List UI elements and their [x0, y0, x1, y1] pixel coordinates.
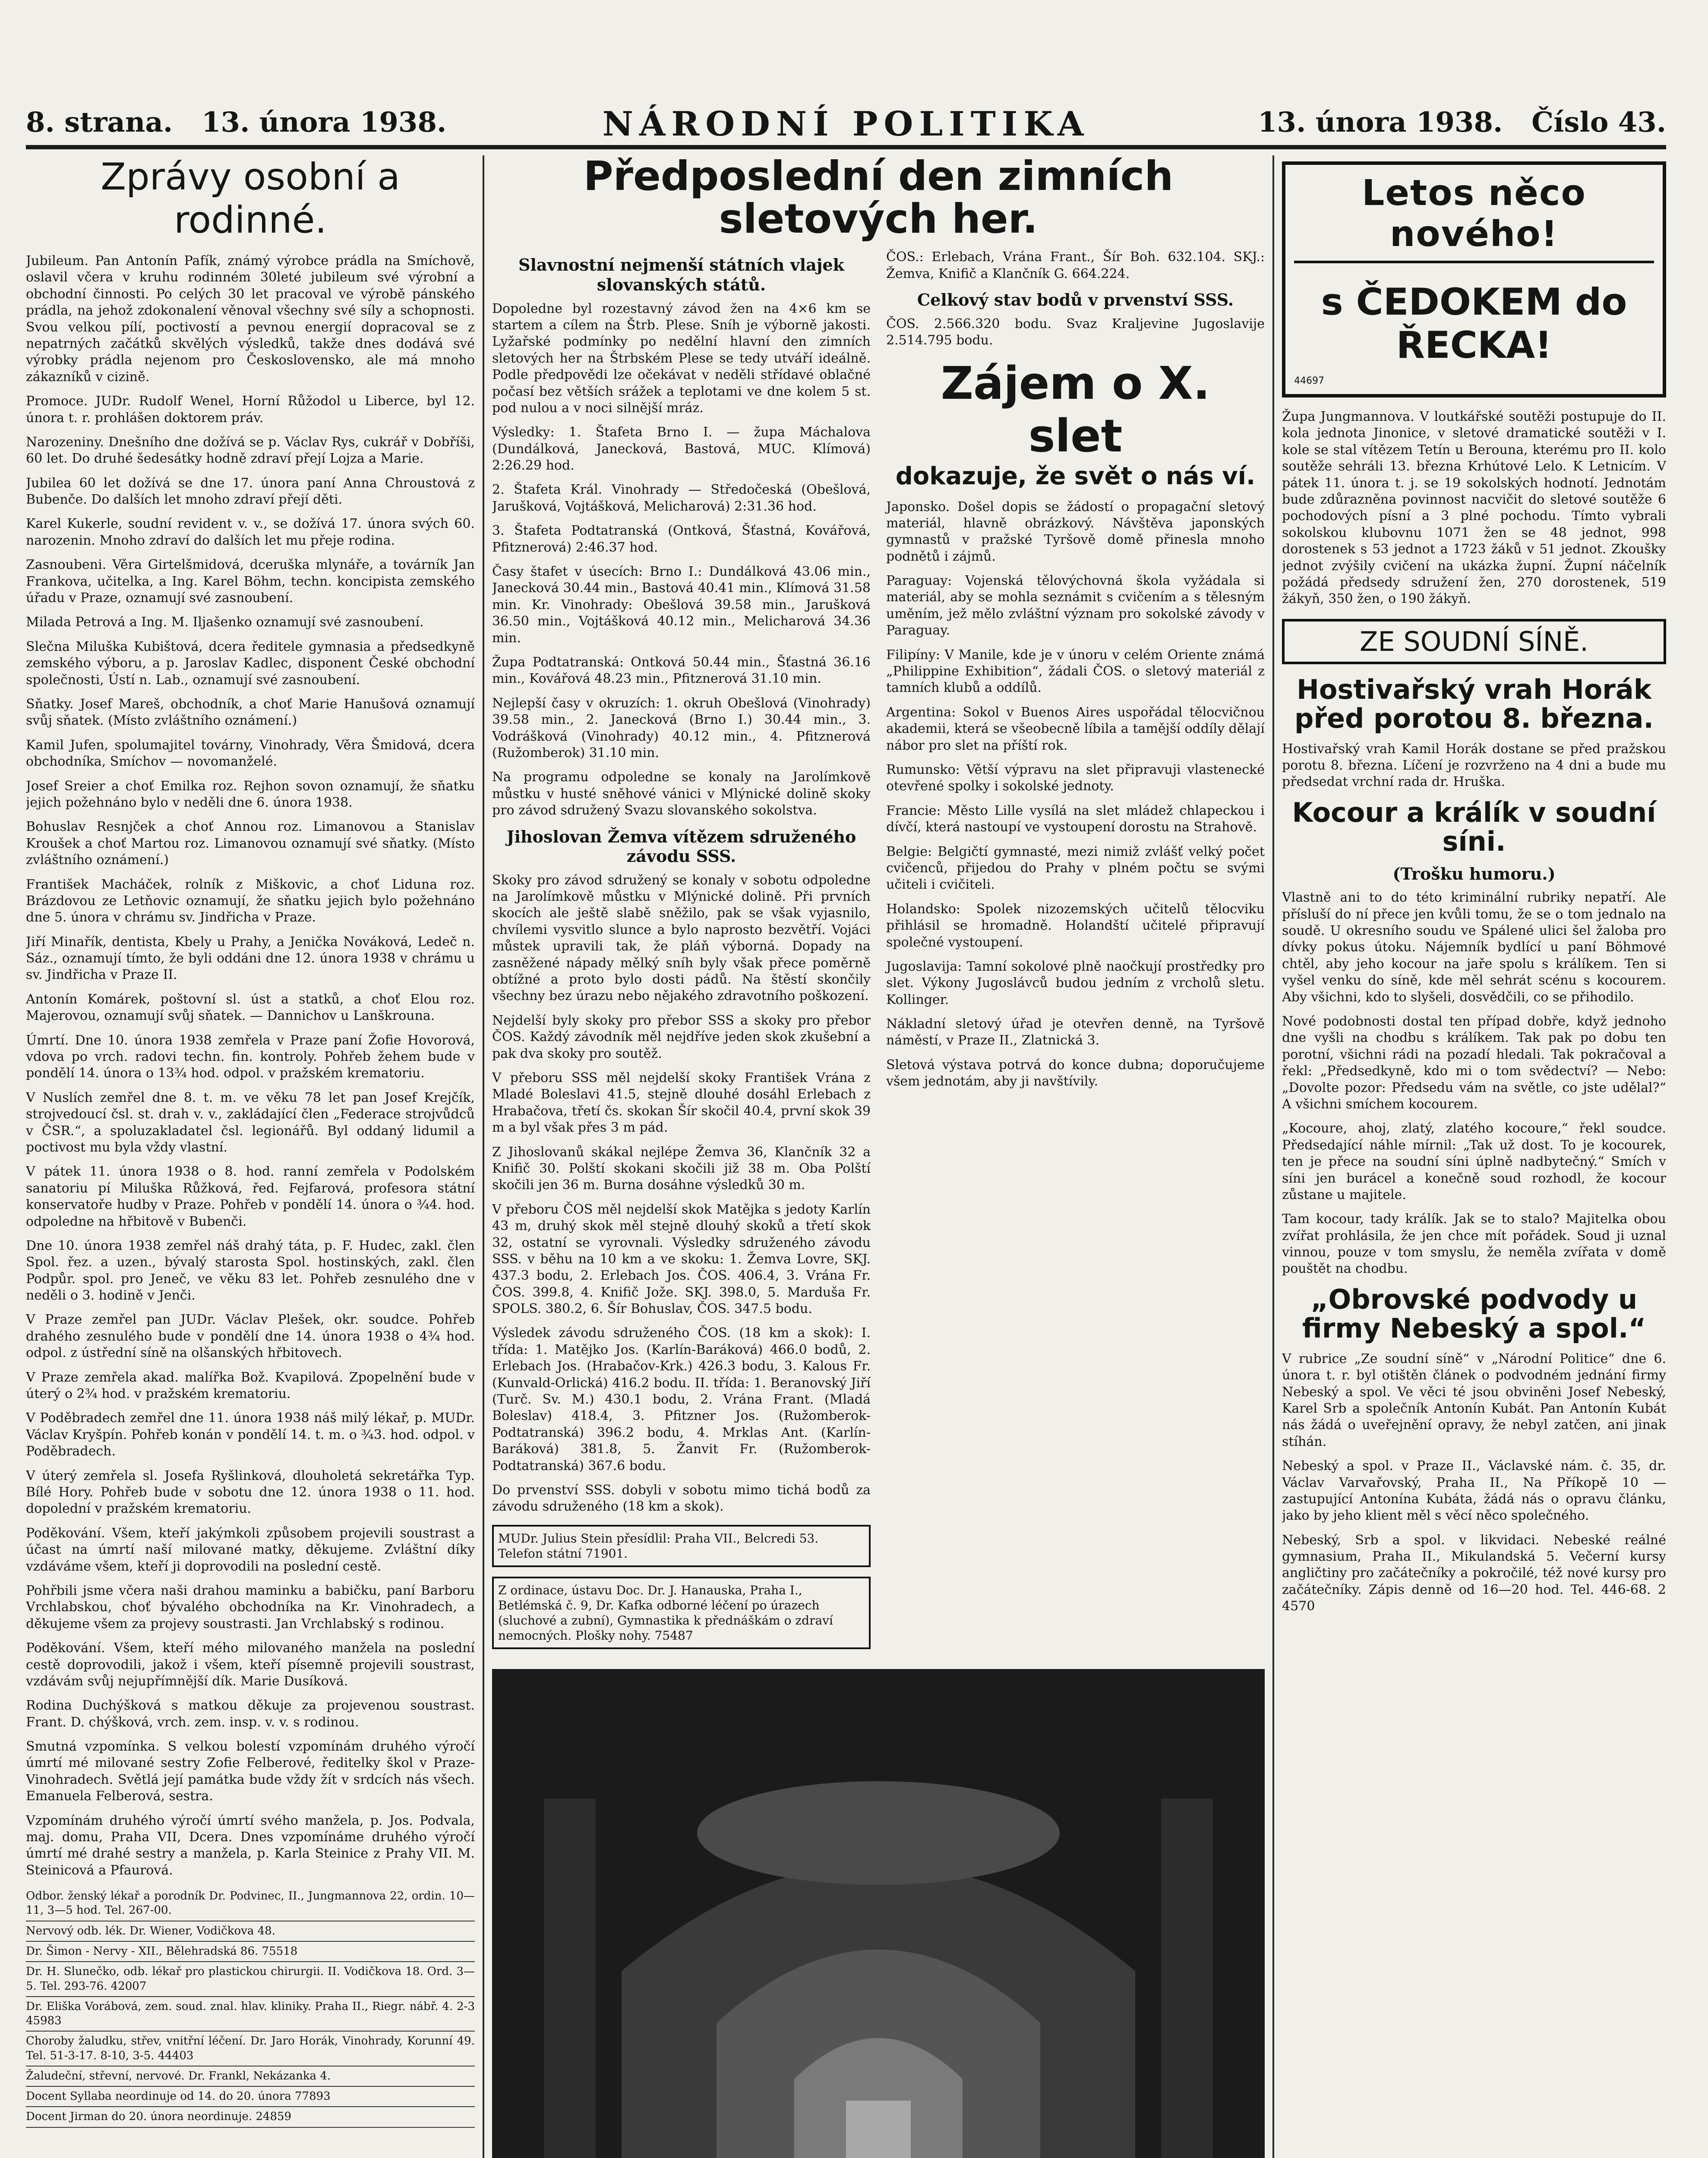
medical-ads	[26, 1887, 475, 2127]
personal-item: V Praze zemřel pan JUDr. Václav Plešek, okr. soudce. Pohřeb drahého zesnulého bude v pondělí dne 14. února 1938 o 4¾ hod. odpol. z ústřední síně na olšanských hřbitovech.	[26, 1312, 475, 1361]
zupa-news	[1282, 409, 1666, 608]
personal-item: V pátek 11. února 1938 o 8. hod. ranní zemřela v Podolském sanatoriu pí Miluška Růžková, řed. Fejfarová, profesora státní konservatoře hudby v Praze. Pohřeb v pondělí 14. února o ¾4. hod. odpoledne na hřbitově v Bubenči.	[26, 1164, 475, 1229]
sports-paragraph: Na programu odpoledne se konaly na Jarolímkově můstku v husté sněhové vánici v Mlýnické dolině skoky pro závod sdružený Svazu slovanského sokolstva.	[492, 770, 871, 818]
notices	[886, 1016, 1265, 1090]
personal-item: V úterý zemřela sl. Josefa Ryšlinková, dlouholetá sekretářka Typ. Bílé Hory. Pohřeb bude v sobotu dne 12. února 1938 o 11. hod. dopolední v pražském krematoriu.	[26, 1468, 475, 1517]
personal-item: Dne 10. února 1938 zemřel náš drahý táta, p. F. Hudec, zakl. člen Spol. řez. a uzen., bývalý starosta Spol. hostinských, zakl. člen Podpůr. spol. pro Jeneč, ve věku 83 let. Pohřeb zesnulého dne v neděli o 3. hodině v Jenči.	[26, 1238, 475, 1303]
country-item: Jugoslavija: Tamní sokolové plně naočkují prostředky pro slet. Výkony Jugoslávců budou jedním z vrcholů sletu. Kollinger.	[886, 959, 1265, 1007]
column-divider	[1272, 155, 1274, 2158]
country-item: Belgie: Belgičtí gymnasté, mezi nimiž zvlášť velký počet cvičenců, přijedou do Prahy v plném počtu se svými učiteli i cvičiteli.	[886, 844, 1265, 893]
headline: Předposlední den zimních sletových her.	[583, 155, 1174, 243]
sports-paragraph: Nejlepší časy v okruzích: 1. okruh Obešlová (Vinohrady) 39.58 min., 2. Janecková (Brno I.) 30.44 min., 3. Vodrášková (Vinohrady) 40.12 min., 4. Pfitznerová (Ružomberok) 31.10 min.	[492, 695, 871, 760]
court-kocour-body	[1282, 890, 1666, 1278]
personal-item: Kamil Jufen, spolumajitel továrny, Vinohrady, Věra Šmidová, dcera obchodníka, Smíchov — novomanželé.	[26, 737, 475, 770]
medical-ad: Odbor. ženský lékař a porodník Dr. Podvinec, II., Jungmannova 22, ordin. 10—11, 3—5 hod. Tel. 267-00.	[26, 1887, 475, 1921]
sports-left	[492, 249, 871, 1658]
issue-number: Číslo 43.	[1531, 106, 1666, 139]
inline-ad: MUDr. Julius Stein přesídlil: Praha VII., Belcredi 53. Telefon státní 71901.	[492, 1525, 871, 1567]
medical-ad: Dr. Šimon - Nervy - XII., Bělehradská 86. 75518	[26, 1942, 475, 1962]
country-item: Francie: Město Lille vysílá na slet mládež chlapeckou i dívčí, která nastoupí ve vystoupení dorostu na Strahově.	[886, 803, 1265, 835]
sports-paragraph: Výsledek závodu sdruženého ČOS. (18 km a skok): I. třída: 1. Matějko Jos. (Karlín-Baráková) 466.0 bodů, 2. Erlebach Jos. (Hrabačov-Krk.) 426.3 bodu, 3. Kalous Fr. (Kunvald-Orlická) 416.2 bodu. II. třída: 1. Beranovský Jiří (Turč. Sv. M.) 430.1 bodu, 2. Vrána Frant. (Mladá Boleslav) 418.4, 3. Pfitzner Jos. (Ružomberok-Podtatranská) 396.2 bodu, 4. Mrklas Ant. (Karlín-Baráková) 381.8, 5. Žanvit Fr. (Ružomberok-Podtatranská) 367.6 bodu.	[492, 1325, 871, 1473]
sports-paragraph: V přeboru SSS měl nejdelší skoky František Vrána z Mladé Boleslavi 41.5, stejně dlouhé dosáhl Erlebach z Hrabačova, třetí čs. skokan Šír skočil 40.4, první skok 39 m a byl však přes 3 m pád.	[492, 1070, 871, 1136]
personal-item: Josef Sreier a choť Emilka roz. Rejhon sovon oznamují, že sňatku jejich požehnáno bylo v neděli dne 6. února 1938.	[26, 778, 475, 810]
zemva-body	[492, 872, 871, 1515]
column-personal-news	[26, 155, 475, 2158]
cedok-ad-code: 44697	[1294, 375, 1324, 386]
exhibition-photo	[492, 1669, 1265, 2158]
inline-ad: Z ordinace, ústavu Doc. Dr. J. Hanauska, Praha I., Betlémská č. 9, Dr. Kafka odborné léčení po úrazech (sluchové a zubní), Gymnastika k přednáškám o zdraví nemocných. Plošky nohy. 75487	[492, 1577, 871, 1649]
sports-top	[492, 249, 1265, 1658]
personal-item: Pohřbili jsme včera naši drahou maminku a babičku, paní Barboru Vrchlabskou, choť bývalého obchodníka na Kr. Vinohradech, a děkujeme všem za projevy soustrasti. Jan Vrchlabský s rodinou.	[26, 1583, 475, 1631]
hall-illustration	[492, 1669, 1265, 2158]
sports-paragraph: Časy štafet v úsecích: Brno I.: Dundálková 43.06 min., Janecková 30.44 min., Bastová 40.41 min., Klímová 31.58 min. Kr. Vinohrady: Obešlová 39.58 min., Jarušková 36.50 min., Vojtášková 40.12 min., Melicharová 34.36 min.	[492, 564, 871, 646]
notice: Nákladní sletový úřad je otevřen denně, na Tyršově náměstí, v Praze II., Zlatnická 3.	[886, 1016, 1265, 1048]
court-subhead-kocour: Kocour a králík v soudní síni.	[1292, 796, 1656, 857]
personal-item: Milada Petrová a Ing. M. Iljašenko oznamují své zasnoubení.	[26, 615, 424, 630]
personal-item: Slečna Miluška Kubištová, dcera ředitele gymnasia a předsedkyně zemského výboru, a p. Jaroslav Kadlec, disponent České obchodní společnosti, Ústí n. Lab., oznamují své zasnoubení.	[26, 639, 475, 688]
court-horak-text: Hostivařský vrah Kamil Horák dostane se před pražskou porotu 8. března. Líčení je rozvrženo na 4 dni a bude mu předsedat vrchní rada dr. Hruška.	[1282, 741, 1666, 790]
personal-item: Jubilea 60 let dožívá se dne 17. února paní Anna Chroustová z Bubenče. Do dalších let mnoho zdraví přejí děti.	[26, 475, 475, 508]
middle-ads	[492, 1525, 871, 1649]
personal-item: Bohuslav Resnjček a choť Annou roz. Limanovou a Stanislav Kroušek a choť Martou roz. Limanovou oznamují své sňatky. (Místo zvláštního oznámení.)	[26, 819, 475, 868]
court-paragraph: Nebeský, Srb a spol. v likvidaci. Nebeské reálné gymnasium, Praha II., Mikulandská 5. Večerní kursy angličtiny pro začátečníky a pokročilé, též nové kursy pro začátečníky. Zápis denně od 16—20 hod. Tel. 446-68. 2 4570	[1282, 1532, 1666, 1614]
masthead	[26, 102, 1666, 149]
medical-ad: Docent Jirman do 20. února neordinuje. 24859	[26, 2107, 475, 2127]
personal-item: Sňatky. Josef Mareš, obchodník, a choť Marie Hanušová oznamují svůj sňatek. (Místo zvláštního oznámení.)	[26, 696, 475, 729]
medical-ad: Nervový odb. lék. Dr. Wiener, Vodičkova 48.	[26, 1921, 475, 1942]
personal-item: Antonín Komárek, poštovní sl. úst a statků, a choť Elou roz. Majerovou, oznamují svůj sňatek. — Dannichov u Lanškrouna.	[26, 991, 475, 1024]
sports-paragraph: Z Jihoslovanů skákal nejlépe Žemva 36, Klančník 32 a Knifič 30. Polští skokani skočili již 38 m. Oba Polští skočili jen 36 m. Burna dosáhne výsledků 30 m.	[492, 1144, 871, 1193]
personal-news-body	[26, 253, 475, 1879]
personal-item: Vzpomínám druhého výročí úmrtí svého manžela, p. Jos. Podvala, maj. domu, Praha VII, Dcera. Dnes vzpomínáme druhého výročí úmrtí mé drahé sestry a manžela, p. Karla Steinice z Prahy VII. M. Steinicová a Pfaurová.	[26, 1813, 475, 1878]
country-item: Filipíny: V Manile, kde je v únoru v celém Oriente známá „Philippine Exhibition“, žádali ČOS. o sletový materiál z tamních klubů a oddílů.	[886, 647, 1265, 696]
court-section-title: ZE SOUDNÍ SÍNĚ.	[1282, 619, 1666, 664]
personal-item: Jiří Minařík, dentista, Kbely u Prahy, a Jenička Nováková, Ledeč n. Sáz., oznamují tímto, že byli oddáni dne 12. února 1938 v chrámu u sv. Jindřicha v Praze II.	[26, 934, 475, 983]
sports-paragraph: Župa Podtatranská: Ontková 50.44 min., Šťastná 36.16 min., Kovářová 48.23 min., Pfitznerová 31.10 min.	[492, 654, 871, 687]
date-right: 13. února 1938.	[1258, 106, 1503, 139]
column-divider	[483, 155, 484, 2158]
personal-item: Jubileum. Pan Antonín Pafík, známý výrobce prádla na Smíchově, oslavil včera v kruhu rodinném 30leté jubileum své výrobní a obchodní činnosti. Po celých 30 let pracoval ve výrobě pánského prádla, na jehož zdokonalení věnoval všechny své síly a schopnosti. Svou velkou pílí, poctivostí a pevnou energií dopracoval se z nepatrných začátků skvělých výsledků, takže dnes dodává své výrobky prádla nejenom pro Československo, ale má mnoho zákazníků v cizině.	[26, 253, 475, 385]
date-left: 13. února 1938.	[202, 106, 447, 139]
personal-item: V Poděbradech zemřel dne 11. února 1938 náš milý lékař, p. MUDr. Václav Kryšpín. Pohřeb konán v pondělí 14. t. m. o ¾3. hod. odpol. v Poděbradech.	[26, 1410, 475, 1459]
section-title: Zprávy osobní a rodinné.	[101, 155, 400, 242]
column-sports	[492, 155, 1265, 2158]
page-number: 8. strana.	[26, 106, 173, 139]
personal-item: Rodina Duchýšková s matkou děkuje za projevenou soustrast. Frant. D. chýšková, vrch. zem. insp. v. v. s rodinou.	[26, 1698, 475, 1730]
sports-paragraph: 2. Štafeta Král. Vinohrady — Středočeská (Obešlová, Jarušková, Vojtášková, Melicharová) 2:31.36 hod.	[492, 482, 871, 514]
court-paragraph: Tam kocour, tady králík. Jak se to stalo? Majitelka obou zvířat prohlásila, že jen chce mít pořádek. Soud ji uznal vinnou, pouze v tom smyslu, že neměla zvířata v domě pouštět na chodbu.	[1282, 1212, 1666, 1277]
court-paragraph: V rubrice „Ze soudní síně“ v „Národní Politice“ dne 6. února t. r. byl otištěn článek o podvodném jednání firmy Nebeský a spol. Ve věci té jsou obviněni Josef Nebeský, Karel Srb a společník Antonín Kubát. Pan Antonín Kubát nás žádá o uveřejnění opravy, že nebyl zatčen, ani jinak stíhán.	[1282, 1351, 1666, 1449]
sports-paragraph: Výsledky: 1. Štafeta Brno I. — župa Máchalova (Dundálková, Janecková, Bastová, MUC. Klímová) 2:26.29 hod.	[492, 425, 871, 473]
column-right	[1282, 155, 1666, 2158]
personal-item: V Nuslích zemřel dne 8. t. m. ve věku 78 let pan Josef Krejčík, strojvedoucí čsl. st. drah v. v., zakládající člen „Federace strojvůdců v ČSR.“, a spoluzakladatel čsl. legionářů. Byl oddaný lidumil a poctivost mu byla vždy vlastní.	[26, 1090, 475, 1155]
personal-item: Narozeniny. Dnešního dne dožívá se p. Václav Rys, cukrář v Dobříši, 60 let. Do druhé šedesátky hodně zdraví přejí Lojza a Marie.	[26, 434, 475, 467]
masthead-date-issue	[1258, 106, 1666, 139]
newspaper-title: NÁRODNÍ POLITIKA	[602, 104, 1090, 144]
subhead-zemva: Jihoslovan Žemva vítězem sdruženého závodu SSS.	[506, 827, 856, 866]
court-paragraph: Nové podobnosti dostal ten případ dobře, když jednoho dne vyšli na chodbu s králíkem. Tak pak po dobu ten porotní, všichni rádi na pozadí hledali. Tak pokračoval a řekl: „Předsedkyně, kdo mi o tom svědectví? — Nebo: „Dovolte pozor: Předsedu vám na světle, co jste udělal?“ A všichni smíchem kocourem.	[1282, 1014, 1666, 1112]
personal-item: Smutná vzpomínka. S velkou bolestí vzpomínám druhého výročí úmrtí mé milované sestry Zofie Felberové, ředitelky škol v Praze-Vinohradech. Světlá její památka bude vždy žít v srdcích nás všech. Emanuela Felberová, sestra.	[26, 1739, 475, 1804]
court-paragraph: „Kocoure, ahoj, zlatý, zlatého kocoure,“ řekl soudce. Předsedající náhle mírnil: „Tak už dost. To je kocourek, ten je přece na soudní síni úplně nadbytečný.“ Smích v síni jen burácel a konečně soud rozhodl, že kocour zůstane u majitele.	[1282, 1121, 1666, 1202]
sports-paragraph: Nejdelší byly skoky pro přebor SSS a skoky pro přebor ČOS. Každý závodník měl nejdříve jeden skok zkušební a pak dva skoky pro soutěž.	[492, 1013, 871, 1061]
court-paragraph: Vlastně ani to do této kriminální rubriky nepatří. Ale přísluší do ní přece jen kvůli tomu, že se o tom jednalo na soudě. U okresního soudu ve Spálené ulici šel žaloba pro dívky pokus útoku. Nájemník bydlící u paní Böhmové chtěl, aby jeho kocour na jaře spolu s králíkem. Ten si vyšel venku do síně, kde měl sehrát scénu s kocourem. Aby všichni, kdo to slyšeli, dosvědčili, co se přihodilo.	[1282, 890, 1666, 1005]
intro-subhead: Slavnostní nejmenší státních vlajek slovanských států.	[518, 255, 844, 294]
court-subhead-kocour-note: (Trošku humoru.)	[1392, 864, 1556, 883]
cedok-ad	[1282, 161, 1666, 398]
personal-item: František Macháček, rolník z Miškovic, a choť Liduna roz. Brázdovou ze Letňovic oznamují, že sňatku jejich bylo požehnáno dne 5. února v chrámu sv. Jindřicha v Praze.	[26, 877, 475, 925]
personal-item: Poděkování. Všem, kteří mého milovaného manžela na poslední cestě doprovodili, jakož i všem, kteří písemně projevili soustrast, vzdávám svůj nejupřímnější dík. Marie Dusíková.	[26, 1641, 475, 1689]
medical-ad: Docent Syllaba neordinuje od 14. do 20. února 77893	[26, 2087, 475, 2107]
team-result: ČOS.: Erlebach, Vrána Frant., Šír Boh. 632.104. SKJ.: Žemva, Knifič a Klančník G. 664.224.	[886, 249, 1265, 281]
cedok-ad-bottom: s ČEDOKEM do ŘECKA!	[1321, 281, 1627, 367]
country-item: Argentina: Sokol v Buenos Aires uspořádal tělocvičnou akademii, která se všeobecně líbila a tamější oddíly dělají nábor pro slet na příští rok.	[886, 704, 1265, 753]
sletove-hry-body	[492, 301, 871, 819]
medical-ad: Dr. Eliška Vorábová, zem. soud. znal. hlav. kliniky. Praha II., Riegr. nábř. 4. 2-3 45983	[26, 1997, 475, 2032]
cedok-ad-top: Letos něco nového!	[1294, 173, 1654, 263]
personal-item: Zasnoubeni. Věra Girtelšmidová, dceruška mlynáře, a továrník Jan Frankova, učitelka, a Ing. Karel Böhm, techn. koncipista zemského úřadu v Praze, oznamují své zasnoubení.	[26, 557, 475, 606]
personal-item: V Praze zemřela akad. malířka Bož. Kvapilová. Zpopelnění bude v úterý o 2¾ hod. v pražském krematoriu.	[26, 1369, 475, 1402]
sports-right	[886, 249, 1265, 1658]
personal-item: Úmrtí. Dne 10. února 1938 zemřela v Praze paní Žofie Hovorová, vdova po vrch. radovi techn. fin. kontroly. Pohřeb žehem bude v pondělí 14. února o 13¾ hod. odpol. v pražském krematoriu.	[26, 1032, 475, 1081]
country-item: Japonsko. Došel dopis se žádostí o propagační sletový materiál, hlavně obrázkový. Návštěva japonských gymnastů v pražské Tyršově domě přinesla mnoho podnětů i zájmů.	[886, 499, 1265, 564]
country-item: Rumunsko: Větší výpravu na slet připravuji vlastenecké otevřené spolky i sokolské jednoty.	[886, 762, 1265, 794]
medical-ad: Choroby žaludku, střev, vnitřní léčení. Dr. Jaro Horák, Vinohrady, Korunní 49. Tel. 51-3-17. 8-10, 3-5. 44403	[26, 2032, 475, 2067]
court-subhead-horak: Hostivařský vrah Horák před porotou 8. března.	[1294, 673, 1654, 734]
court-paragraph: Nebeský a spol. v Praze II., Václavské nám. č. 35, dr. Václav Varvařovský, Praha II., Na Příkopě 10 — zastupující Antonína Kubáta, žádá nás o opravu článku, jako by jeho klient měl s věcí něco společného.	[1282, 1458, 1666, 1524]
sports-paragraph: V přeboru ČOS měl nejdelší skok Matějka s jedoty Karlín 43 m, druhý skok měl stejně dlouhý skoků a třetí skok 32, ostatní se vyrovnali. Výsledky sdruženého závodu SSS. v běhu na 10 km a ve skoku: 1. Žemva Lovre, SKJ. 437.3 bodu, 2. Erlebach Jos. ČOS. 406.4, 3. Vrána Fr. ČOS. 399.8, 4. Knifič Jože. SKJ. 398.0, 5. Marduša Fr. SPOLS. 380.2, 6. Šír Bohuslav, ČOS. 347.5 bodu.	[492, 1202, 871, 1317]
court-subhead-nebesky: „Obrovské podvody u firmy Nebeský a spol.“	[1302, 1283, 1646, 1344]
zajem-line2: dokazuje, že svět o nás ví.	[895, 462, 1256, 490]
sports-paragraph: Dopoledne byl rozestavný závod žen na 4×6 km se startem a cílem na Štrb. Plese. Sníh je výborně jakosti. Lyžařské podmínky po nedělní hlavní den zimních sletových her na Štrbském Plese se tedy utváří ideálně. Podle předpovědi lze očekávat v neděli střídavé oblačné počasí bez větších srážek a teplotami ve dne kolem 5 st. pod nulou a v noci silnější mráz.	[492, 301, 871, 416]
country-item: Paraguay: Vojenská tělovýchovná škola vyžádala si materiál, aby se mohla seznámit s cvičením a s tělesným uměním, jež mělo zvláštní význam pro sokolské závody v Paraguay.	[886, 573, 1265, 638]
court-nebesky-body	[1282, 1351, 1666, 1615]
country-item: Holandsko: Spolek nizozemských učitelů tělocviku přihlásil se hromadně. Holandští učitelé připravují společné vystoupení.	[886, 901, 1265, 950]
sports-paragraph: Do prvenství SSS. dobyli v sobotu mimo tichá bodů za závodu sdruženého (18 km a skok).	[492, 1482, 871, 1514]
zajem-headline	[886, 357, 1265, 490]
personal-item: Poděkování. Všem, kteří jakýmkoli způsobem projevili soustrast a účast na úmrtí naší milované matky, děkujeme. Zvláštní díky vzdáváme všem, kteří ji doprovodili na poslední cestě.	[26, 1525, 475, 1574]
celkovy-title: Celkový stav bodů v prvenství SSS.	[917, 290, 1234, 310]
notice: Sletová výstava potrvá do konce dubna; doporučujeme všem jednotám, aby ji navštívily.	[886, 1057, 1265, 1089]
medical-ad: Žaludeční, střevní, nervové. Dr. Frankl, Nekázanka 4.	[26, 2067, 475, 2087]
personal-item: Karel Kukerle, soudní revident v. v., se dožívá 17. února svých 60. narozenin. Mnoho zdraví do dalších let mu přeje rodina.	[26, 516, 475, 548]
personal-item: Promoce. JUDr. Rudolf Wenel, Horní Růžodol u Liberce, byl 12. února t. r. prohlášen doktorem práv.	[26, 394, 475, 426]
medical-ad: Dr. H. Slunečko, odb. lékař pro plastickou chirurgii. II. Vodičkova 18. Ord. 3—5. Tel. 293-76. 42007	[26, 1962, 475, 1997]
sports-paragraph: 3. Štafeta Podtatranská (Ontková, Šťastná, Kovářová, Pfitznerová) 2:46.37 hod.	[492, 523, 871, 555]
celkovy-text: ČOS. 2.566.320 bodu. Svaz Kraljevine Jugoslavije 2.514.795 bodu.	[886, 316, 1265, 348]
zajem-body	[886, 499, 1265, 1009]
sports-paragraph: Skoky pro závod sdružený se konaly v sobotu odpoledne na Jarolímkově můstku v Mlýnické dolině. Při prvních skocích ale ještě slabě sněžilo, pak se však vyjasnilo, chvílemi vysvitlo slunce a bylo naprosto bezvětří. Vojáci můstek upravili tak, že pláň výborná. Dopady na zasněžené nápady mělký sníh byly však přece poměrně obtížné a proto bylo dosti pádů. Na štěstí skončily všechny bez úrazu nebo nějakého zdravotního poškození.	[492, 872, 871, 1004]
team-results	[886, 249, 1265, 282]
zupa-paragraph: Župa Jungmannova. V loutkářské soutěži postupuje do II. kola jednota Jinonice, v sletové dramatické soutěži v I. kole se stal vítězem Tetín u Berouna, kterému pro II. kolo soutěže sehráli 13. března Krhútové Lelo. K Letnicím. V pátek 11. února t. j. se 19 sokolských hodnotí. Jednotám bude zdůrazněna povinnost nacvičit do sletové soutěže 6 pochodových písní a 3 plné pochodu. Tímto vybrali sokolskou klubovnu 1071 žen se 48 jednot, 998 dorostenek s 53 jednot a 1723 žáků v 51 jednot. Zkoušky jednot zvýšily cvičení na ukázka župní. Župní náčelník požádá předsedy sdružení žen, 270 dorostenek, 519 žákyň, 350 žen, o 190 žákyň.	[1282, 409, 1666, 607]
zajem-line1: Zájem o X. slet	[941, 357, 1210, 462]
